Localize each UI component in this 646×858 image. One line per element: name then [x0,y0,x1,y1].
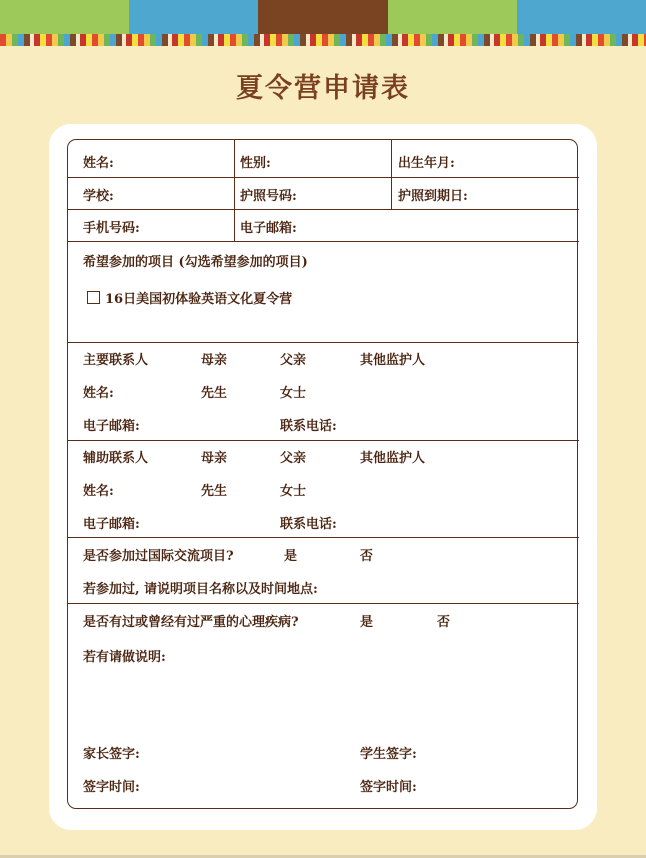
bar-segment-blue [129,0,258,34]
exchange-yes-option[interactable]: 是 [284,549,298,564]
secondary-mr-option[interactable]: 先生 [201,484,228,499]
program-checkbox[interactable] [87,291,100,304]
col-divider [391,177,392,209]
health-detail-label: 若有请做说明: [83,650,166,665]
gender-label: 性别: [240,156,271,171]
col-divider [234,140,235,177]
secondary-phone-label: 联系电话: [280,517,337,532]
row-divider [68,241,579,242]
secondary-mother-option[interactable]: 母亲 [201,451,228,466]
secondary-guardian-option[interactable]: 其他监护人 [360,451,426,466]
primary-email-label: 电子邮箱: [83,419,140,434]
student-signature-label: 学生签字: [360,747,417,762]
decorative-stripe-band [0,34,646,46]
primary-name-label: 姓名: [83,386,114,401]
parent-sign-date-label: 签字时间: [83,780,140,795]
health-question: 是否有过或曾经有过严重的心理疾病? [83,615,299,630]
phone-label: 手机号码: [83,221,140,236]
secondary-email-label: 电子邮箱: [83,517,140,532]
email-label: 电子邮箱: [240,221,297,236]
primary-phone-label: 联系电话: [280,419,337,434]
program-section-label: 希望参加的项目 (勾选希望参加的项目) [83,255,308,270]
secondary-ms-option[interactable]: 女士 [280,484,307,499]
secondary-father-option[interactable]: 父亲 [280,451,307,466]
bar-segment-green [0,0,129,34]
bar-segment-green [388,0,517,34]
exchange-question: 是否参加过国际交流项目? [83,549,234,564]
col-divider [391,140,392,177]
bar-segment-blue [517,0,646,34]
row-divider [68,537,579,538]
col-divider [234,177,235,209]
parent-signature-label: 家长签字: [83,747,140,762]
exchange-detail-label: 若参加过, 请说明项目名称以及时间地点: [83,582,318,597]
bar-segment-brown [258,0,387,34]
primary-mr-option[interactable]: 先生 [201,386,228,401]
birth-date-label: 出生年月: [398,156,455,171]
row-divider [68,177,579,178]
top-color-bar [0,0,646,34]
passport-expiry-label: 护照到期日: [398,189,468,204]
passport-number-label: 护照号码: [240,189,297,204]
name-label: 姓名: [83,156,114,171]
row-divider [68,342,579,343]
student-sign-date-label: 签字时间: [360,780,417,795]
page-title: 夏令营申请表 [236,73,410,104]
exchange-no-option[interactable]: 否 [360,549,374,564]
primary-mother-option[interactable]: 母亲 [201,353,228,368]
primary-contact-label: 主要联系人 [83,353,149,368]
col-divider [234,209,235,241]
row-divider [68,603,579,604]
application-form [67,139,578,809]
primary-father-option[interactable]: 父亲 [280,353,307,368]
primary-guardian-option[interactable]: 其他监护人 [360,353,426,368]
secondary-name-label: 姓名: [83,484,114,499]
health-yes-option[interactable]: 是 [360,615,374,630]
school-label: 学校: [83,189,114,204]
health-no-option[interactable]: 否 [437,615,451,630]
row-divider [68,440,579,441]
program-option-label: 16日美国初体验英语文化夏令营 [105,292,293,307]
secondary-contact-label: 辅助联系人 [83,451,149,466]
primary-ms-option[interactable]: 女士 [280,386,307,401]
row-divider [68,209,579,210]
